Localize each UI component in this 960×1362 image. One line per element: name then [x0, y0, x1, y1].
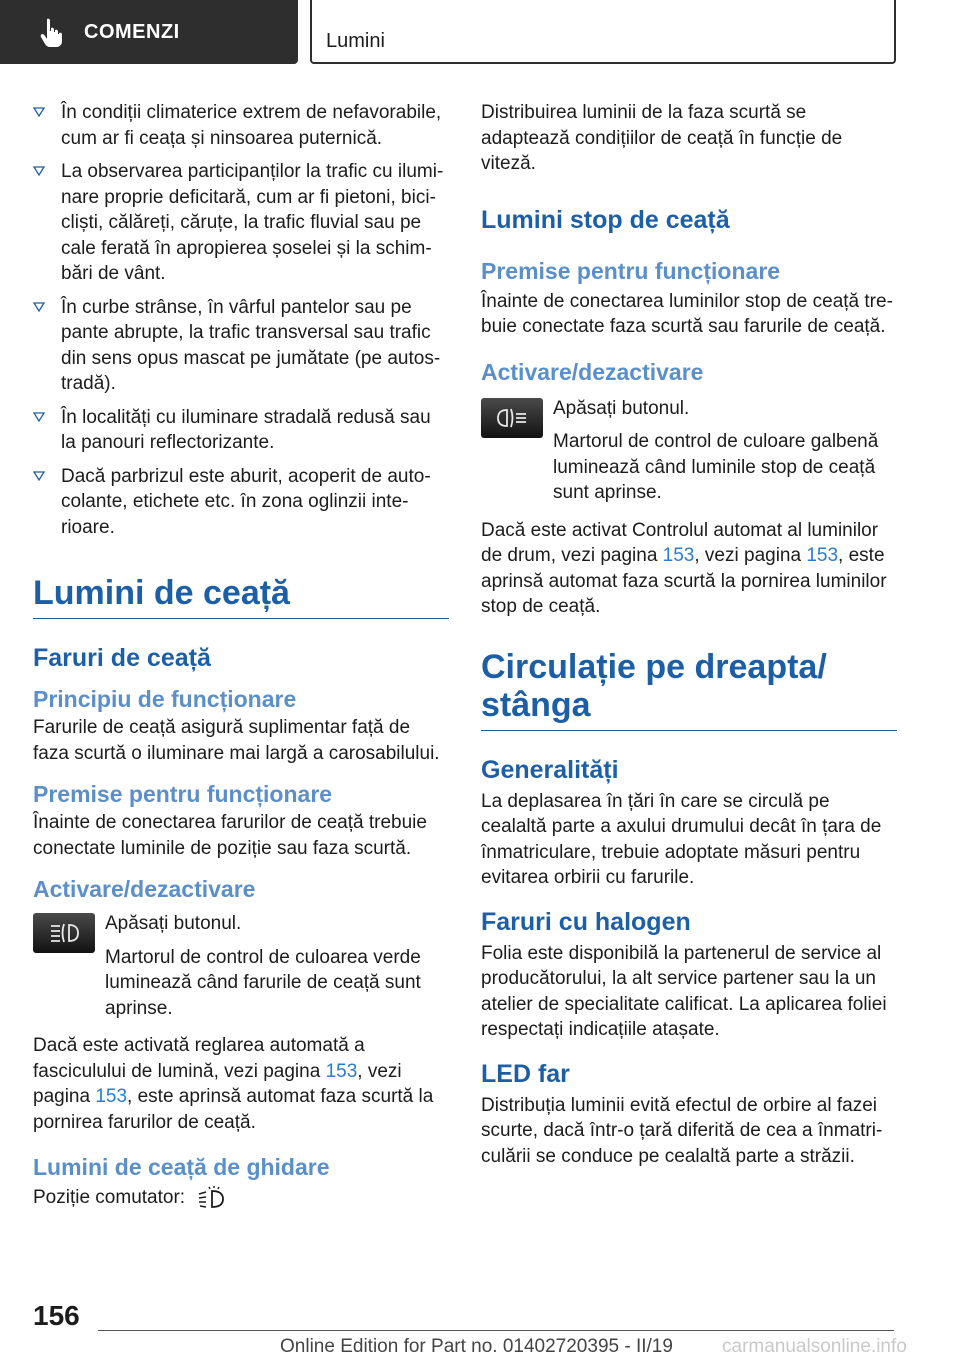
- list-item: Dacă parbrizul este aburit, acoperit de autocolante, etichete etc. în zona oglinzii interioare.: [33, 464, 449, 541]
- indicator-text: Martorul de control de culoare galbenă luminează când luminile stop de ceață sunt aprinse.: [553, 431, 879, 503]
- auto-beam-text: Dacă este activată reglarea automată a fasciculului de lumină, vezi pagina 153, vezi pagina 153, este aprinsă automat faza scurtă la pornirea farurilor de ceață.: [33, 1035, 434, 1133]
- halogen-text: Folia este disponibilă la partenerul de service al producătorului, la alt service partener sau la un atelier de specialitate calificat. La aplicarea foliei respectați indicațiile atașate.: [481, 942, 887, 1040]
- led-text: Distribuția luminii evită efectul de orbire al fazei scurte, dacă într-o țară diferită de cea a înmatriculării se conduce pe cealaltă parte a străzii.: [481, 1094, 883, 1167]
- heading-general: Generalități: [481, 755, 619, 784]
- list-item: În curbe strânse, în vârful pantelor sau pe pante abrupte, la trafic transversal sau trafic din sens opus mascat pe jumătate (pe autostradă).: [33, 295, 449, 397]
- press-button-text: Apăsați butonul.: [105, 913, 242, 934]
- chapter-tab-label: COMENZI: [84, 20, 180, 43]
- auto-beam-text: Dacă este activat Controlul automat al luminilor de drum, vezi pagina 153, vezi pagina 153, este aprinsă automat faza scurtă la pornirea luminilor stop de ceață.: [481, 519, 887, 617]
- bullet-list: [33, 100, 449, 540]
- heading-front-fog-lights: Faruri de ceață: [33, 644, 211, 672]
- general-text: La deplasarea în țări în care se circulă pe cealaltă parte a axului drumului decât în țara de înmatriculare, trebuie adoptate măsuri pentru evitarea orbirii cu farurile.: [481, 790, 882, 888]
- heading-activation: Activare/dezactivare: [33, 876, 256, 902]
- watermark: carmanualsonline.info: [722, 1336, 907, 1357]
- heading-operating-principle: Principiu de funcționare: [33, 686, 297, 712]
- list-item: La observarea participanților la trafic cu iluminare proprie deficitară, cum ar fi pietoni, bicicliști, călăreți, căruțe, la trafic fluvial sau pe cale ferată în apropierea șoselei și la schimbări de vânt.: [33, 159, 449, 287]
- heading-activation: Activare/dezactivare: [481, 358, 704, 385]
- prerequisites-text: Înainte de conectarea farurilor de ceață trebuie conectate luminile de poziție sau faza scurtă.: [33, 812, 427, 859]
- heading-guide-fog-lights: Lumini de ceață de ghidare: [33, 1154, 330, 1180]
- page-link[interactable]: 153: [806, 545, 839, 566]
- rear-fog-light-button-row: [481, 396, 897, 506]
- bullet-triangle-icon: [33, 166, 45, 176]
- fog-light-button-row: [33, 911, 449, 1021]
- right-column: [481, 100, 897, 1169]
- press-button-text: Apăsați butonul.: [553, 397, 690, 419]
- light-switch-icon: [196, 1186, 226, 1210]
- switch-position-text: Poziție comutator:: [33, 1185, 449, 1211]
- indicator-text: Martorul de control de culoarea verde luminează când farurile de ceață sunt aprinse.: [105, 946, 421, 1019]
- edition-text: Online Edition for Part no. 01402720395 - II/19: [280, 1336, 673, 1357]
- list-item: În condiții climaterice extrem de nefavorabile, cum ar fi ceața și ninsoarea puternică.: [33, 100, 449, 151]
- section-header-frame: [310, 0, 896, 64]
- heading-halogen-headlights: Faruri cu halogen: [481, 907, 691, 936]
- intro-text: Distribuirea luminii de la faza scurtă se adaptează condițiilor de ceață în funcție de viteză.: [481, 102, 843, 174]
- section-heading-traffic-side: Circulație pe dreapta/ stânga: [481, 648, 897, 731]
- rear-fog-light-button-image: [481, 398, 543, 438]
- rear-fog-light-icon: [495, 406, 529, 430]
- section-heading-fog-lights: Lumini de ceață: [33, 574, 449, 619]
- list-item: În localități cu iluminare stradală redusă sau la panouri reflectorizante.: [33, 405, 449, 456]
- heading-rear-fog-lights: Lumini stop de ceață: [481, 205, 730, 234]
- footer-divider: [98, 1330, 894, 1331]
- bullet-triangle-icon: [33, 412, 45, 422]
- bullet-triangle-icon: [33, 471, 45, 481]
- chapter-tab: [0, 0, 298, 64]
- page-link[interactable]: 153: [662, 545, 695, 566]
- left-column: [33, 100, 449, 1211]
- heading-prerequisites: Premise pentru funcționare: [481, 257, 781, 284]
- section-title: Lumini: [326, 30, 385, 52]
- principle-text: Farurile de ceață asigură suplimentar față de faza scurtă o iluminare mai largă a carosabilului.: [33, 717, 440, 764]
- page-link[interactable]: 153: [95, 1086, 128, 1107]
- page-link[interactable]: 153: [325, 1060, 358, 1082]
- heading-led-headlight: LED far: [481, 1059, 570, 1088]
- bullet-triangle-icon: [33, 107, 45, 117]
- heading-prerequisites: Premise pentru funcționare: [33, 781, 333, 807]
- front-fog-light-button-image: [33, 913, 95, 953]
- hand-pointer-icon: [38, 17, 66, 47]
- front-fog-light-icon: [47, 921, 81, 945]
- bullet-triangle-icon: [33, 302, 45, 312]
- prerequisites-text: Înainte de conectarea luminilor stop de ceață trebuie conectate faza scurtă sau farurile de ceață.: [481, 290, 893, 337]
- page-number: 156: [33, 1300, 80, 1331]
